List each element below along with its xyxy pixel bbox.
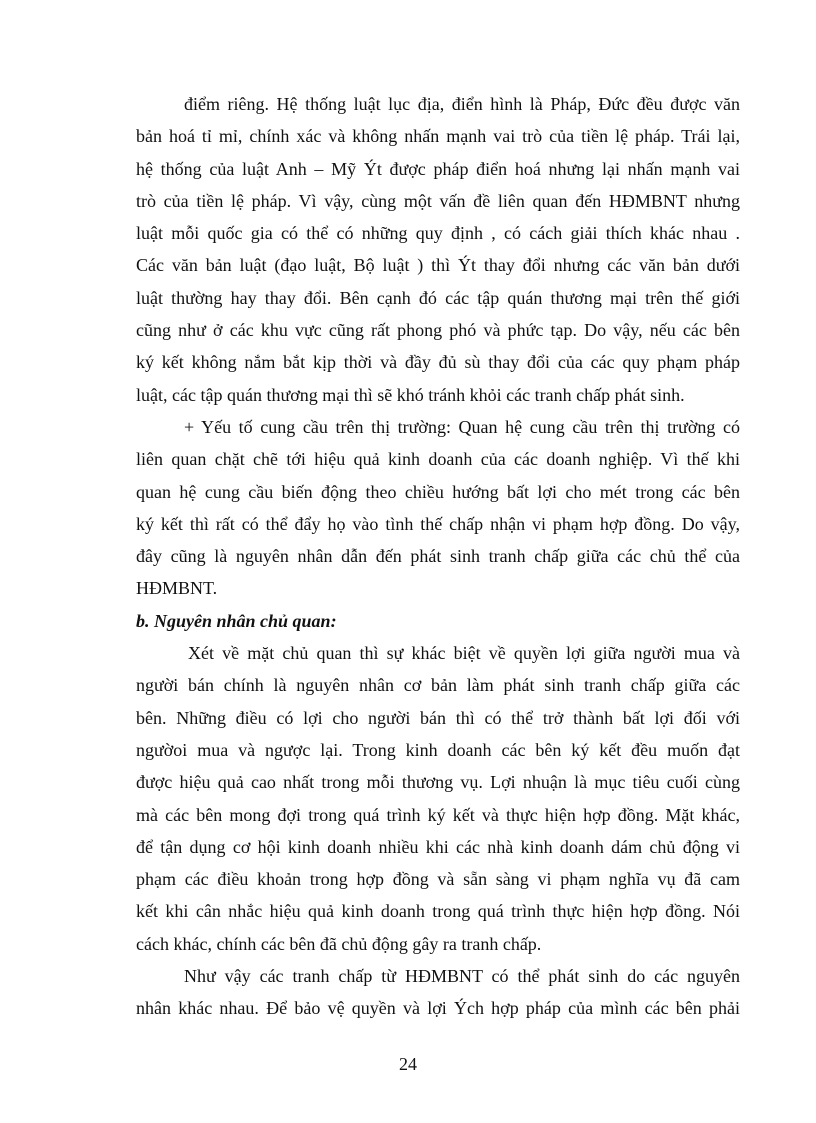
text-line: đây cũng là nguyên nhân dẫn đến phát sinh tranh chấp giữa các chủ thể của — [136, 546, 740, 567]
paragraph — [136, 637, 740, 960]
page-number: 24 — [399, 1054, 417, 1074]
paragraph — [136, 88, 740, 411]
paragraph — [136, 411, 740, 605]
text-line: luật thường hay thay đổi. Bên cạnh đó các tập quán thương mại trên thế giới — [136, 287, 740, 308]
text-line: Như vậy các tranh chấp từ HĐMBNT có thể phát sinh do các nguyên — [184, 966, 740, 987]
text-line: trò của tiền lệ pháp. Vì vậy, cùng một vấn đề liên quan đến HĐMBNT nhưng — [136, 190, 740, 211]
text-line: Xét về mặt chủ quan thì sự khác biệt về quyền lợi giữa người mua và — [188, 643, 740, 664]
text-line: cũng như ở các khu vực cũng rất phong phó và phức tạp. Do vậy, nếu các bên — [136, 320, 740, 341]
text-line: phạm các điều khoản trong hợp đồng và sẵn sàng vi phạm nghĩa vụ đã cam — [136, 869, 740, 890]
text-line: ký kết không nắm bắt kịp thời và đầy đủ sù thay đổi của các quy phạm pháp — [136, 352, 740, 373]
text-line: ngườoi mua và ngược lại. Trong kinh doanh các bên ký kết đều muốn đạt — [136, 739, 740, 760]
text-line: liên quan chặt chẽ tới hiệu quả kinh doanh của các doanh nghiệp. Vì thế khi — [136, 449, 740, 470]
text-line: + Yếu tố cung cầu trên thị trường: Quan hệ cung cầu trên thị trường có — [184, 416, 740, 437]
text-line: hệ thống của luật Anh – Mỹ Ýt được pháp điển hoá nhưng lại nhấn mạnh vai — [136, 158, 740, 179]
text-line: bản hoá tỉ mỉ, chính xác và không nhấn mạnh vai trò của tiền lệ pháp. Trái lại, — [136, 126, 740, 147]
text-line: luật mỗi quốc gia có thể có những quy định , có cách giải thích khác nhau . — [136, 223, 740, 244]
text-line: luật, các tập quán thương mại thì sẽ khó tránh khỏi các tranh chấp phát sinh. — [136, 384, 685, 405]
text-line: HĐMBNT. — [136, 578, 218, 599]
text-line: nhân khác nhau. Để bảo vệ quyền và lợi Ých hợp pháp của mình các bên phải — [136, 998, 740, 1019]
text-line: ký kết thì rất có thể đẩy họ vào tình thế chấp nhận vi phạm hợp đồng. Do vậy, — [136, 513, 740, 534]
text-line: mà các bên mong đợi trong quá trình ký kết và thực hiện hợp đồng. Mặt khác, — [136, 804, 740, 825]
text-line: Các văn bản luật (đạo luật, Bộ luật ) thì Ýt thay đổi nhưng các văn bản dưới — [136, 255, 740, 276]
text-line: được hiệu quả cao nhất trong mỗi thương vụ. Lợi nhuận là mục tiêu cuối cùng — [136, 772, 740, 793]
paragraph — [136, 960, 740, 1025]
section-heading: b. Nguyên nhân chủ quan: — [136, 610, 337, 631]
text-line: cách khác, chính các bên đã chủ động gây ra tranh chấp. — [136, 933, 542, 954]
page-body — [136, 88, 740, 1025]
text-line: quan hệ cung cầu biến động theo chiều hướng bất lợi cho mét trong các bên — [136, 481, 740, 502]
text-line: bên. Những điều có lợi cho người bán thì có thể trở thành bất lợi đối với — [136, 707, 740, 728]
text-line: người bán chính là nguyên nhân cơ bản làm phát sinh tranh chấp giữa các — [136, 675, 740, 696]
text-line: kết khi cân nhắc hiệu quả kinh doanh trong quá trình thực hiện hợp đồng. Nói — [136, 901, 740, 922]
text-line: để tận dụng cơ hội kinh doanh nhiều khi các nhà kinh doanh dám chủ động vi — [136, 836, 740, 857]
text-line: điểm riêng. Hệ thống luật lục địa, điển hình là Pháp, Đức đều được văn — [184, 94, 740, 114]
